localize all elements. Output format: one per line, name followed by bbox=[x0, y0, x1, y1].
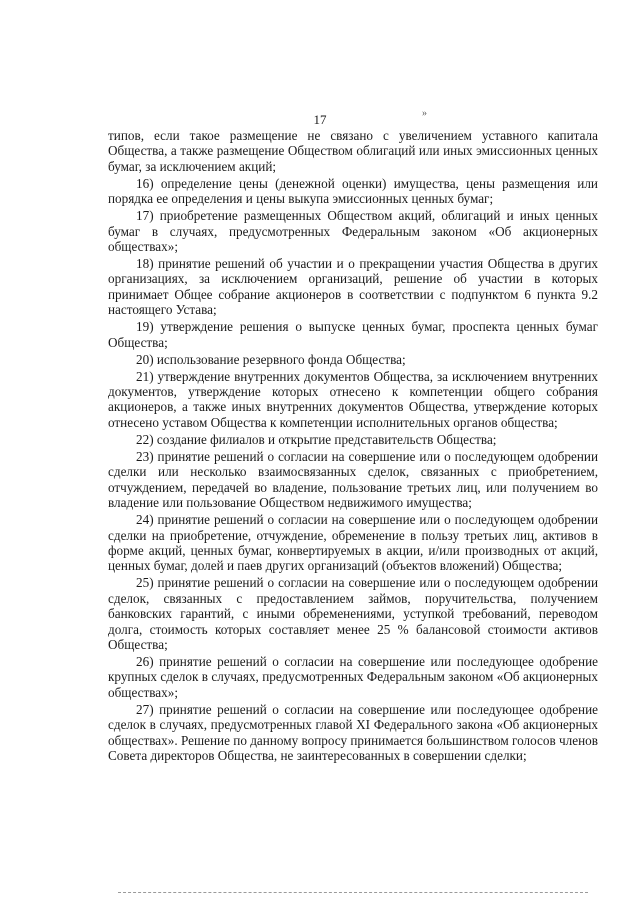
paragraph-item-21: 21) утверждение внутренних документов Общества, за исключением внутренних документов, утверждение которых отнесено к компетенции общего собрания акционеров, а также иных внутренних документов Общества, утверждение которых отнесено уставом Общества к компетенции исполнительных органов общества; bbox=[108, 368, 598, 430]
document-body bbox=[108, 128, 598, 765]
scan-artifact-rule bbox=[118, 892, 588, 893]
paragraph-item-22: 22) создание филиалов и открытие представительств Общества; bbox=[136, 431, 497, 447]
paragraph-item-23: 23) принятие решений о согласии на совершение или о последующем одобрении сделки или несколько взаимосвязанных сделок, связанных с приобретением, отчуждением, передачей во владение, пользование третьих лиц, или получением во владение или пользование Обществом недвижимого имущества; bbox=[108, 448, 598, 511]
page-mark: » bbox=[422, 108, 427, 119]
paragraph-item-16: 16) определение цены (денежной оценки) имущества, цены размещения или порядка ее определения и цены выкупа эмиссионных ценных бумаг; bbox=[108, 175, 598, 207]
paragraph-item-25: 25) принятие решений о согласии на совершение или о последующем одобрении сделок, связанных с предоставлением займов, поручительства, получением банковских гарантий, с иными обременениями, уступкой требований, переводом долга, стоимость которых составляет менее 25 % балансовой стоимости активов Общества; bbox=[108, 575, 598, 652]
paragraph-item-26: 26) принятие решений о согласии на совершение или последующее одобрение крупных сделок в случаях, предусмотренных Федеральным законом «Об акционерных обществах»; bbox=[108, 653, 598, 700]
paragraph-item-20: 20) использование резервного фонда Общества; bbox=[136, 351, 406, 367]
paragraph-item-18: 18) принятие решений об участии и о прекращении участия Общества в других организациях, за исключением организаций, решение об участии в которых принимает Общее собрание акционеров в соответствии с подпунктом 6 пункта 9.2 настоящего Устава; bbox=[108, 256, 598, 318]
page-number: 17 bbox=[313, 112, 327, 127]
paragraph-item-27: 27) принятие решений о согласии на совершение или последующее одобрение сделок в случаях, предусмотренных главой XI Федерального закона «Об акционерных обществах». Решение по данному вопросу принимается большинством голосов членов Совета директоров Общества, не заинтересованных в совершении сделки; bbox=[108, 701, 598, 763]
paragraph-continuation: типов, если такое размещение не связано с увеличением уставного капитала Общества, а также размещение Обществом облигаций или иных эмиссионных ценных бумаг, за исключением акций; bbox=[108, 128, 598, 174]
paragraph-item-17: 17) приобретение размещенных Обществом акций, облигаций и иных ценных бумаг в случаях, предусмотренных Федеральным законом «Об акционерных обществах»; bbox=[108, 208, 598, 255]
paragraph-item-19: 19) утверждение решения о выпуске ценных бумаг, проспекта ценных бумаг Общества; bbox=[108, 319, 598, 350]
paragraph-item-24: 24) принятие решений о согласии на совершение или о последующем одобрении сделки на приобретение, отчуждение, обременение в пользу третьих лиц, активов в форме акций, ценных бумаг, конвертируемых в акции, и/или производных от акций, ценных бумаг, долей и паев других организаций (объектов вложений) Общества; bbox=[108, 512, 598, 574]
